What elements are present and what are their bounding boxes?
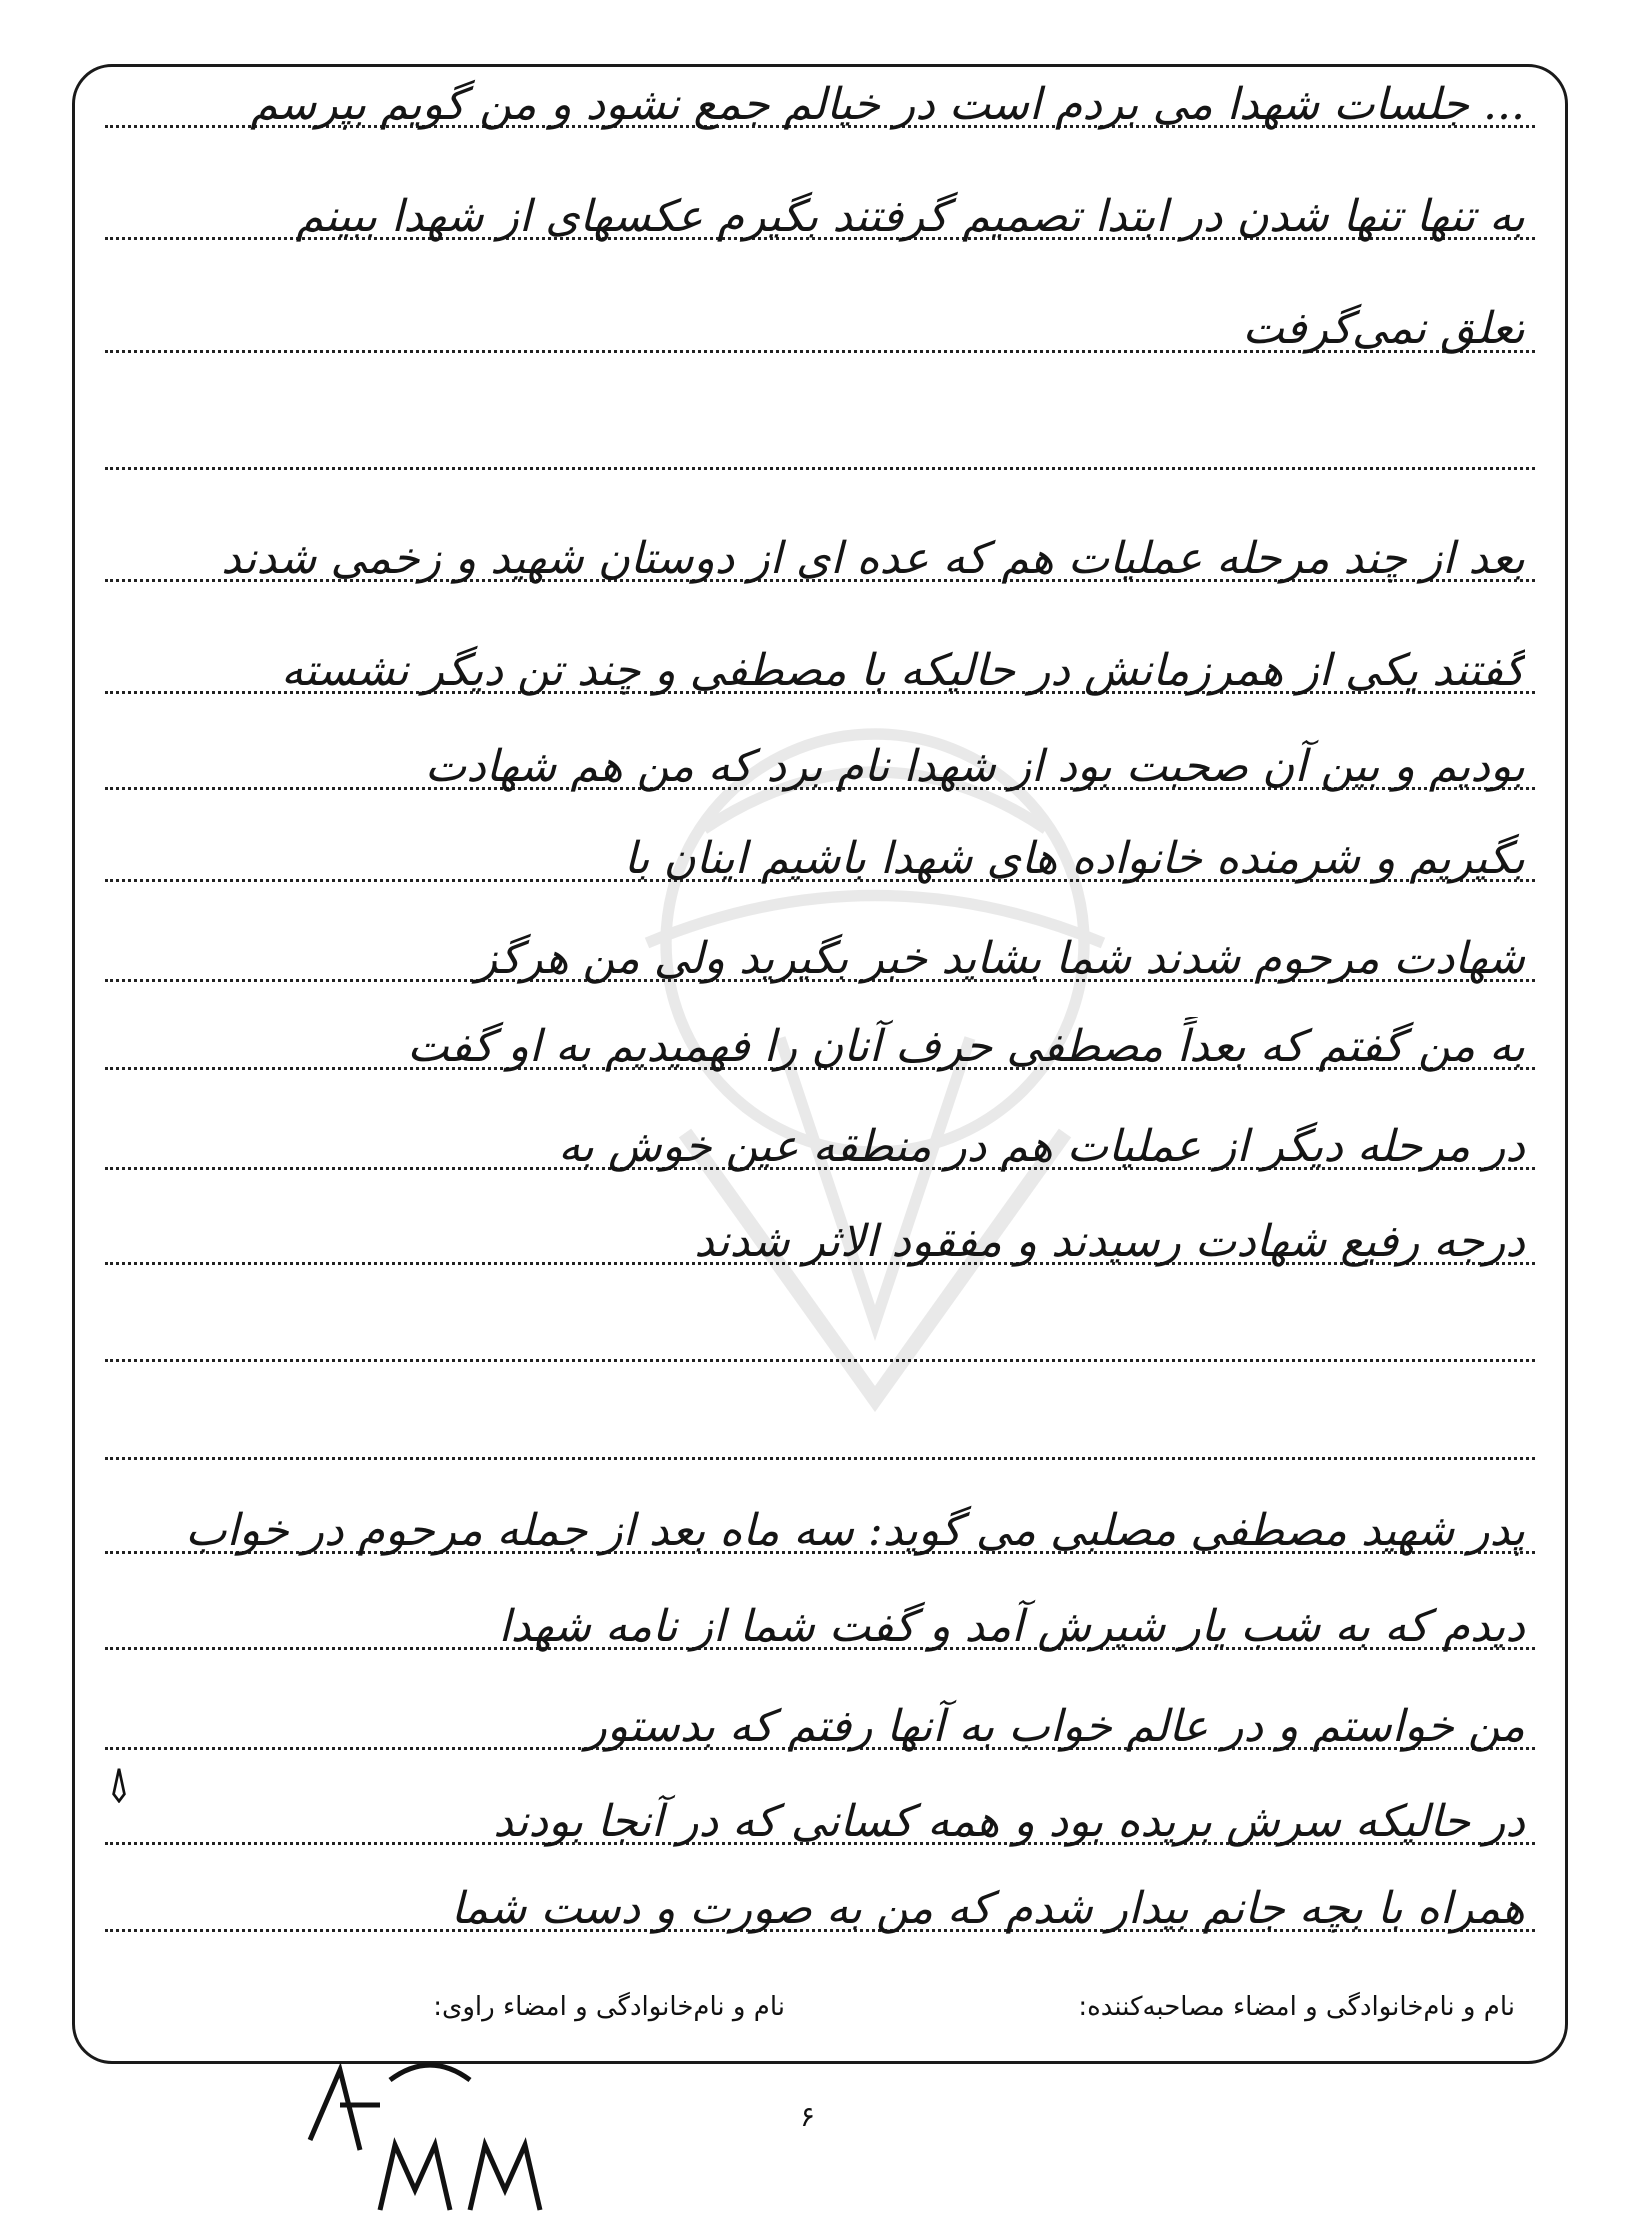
- ruled-line: [105, 1457, 1535, 1460]
- handwritten-line: تعلق نمی‌گرفت: [1242, 303, 1525, 354]
- ruled-line: [105, 1359, 1535, 1362]
- handwritten-signature: [300, 2050, 640, 2220]
- handwritten-line: به تنها تنها شدن در ابتدا تصمیم گرفتند بگیرم عکسهای از شهدا ببینم: [295, 191, 1525, 242]
- page-frame: [72, 64, 1568, 2064]
- handwritten-line: به من گفتم که بعداً مصطفی حرف آنان را فهمیدیم به او گفت: [407, 1021, 1525, 1072]
- interviewer-signature-label: نام و نام‌خانوادگی و امضاء مصاحبه‌کننده:: [1078, 1992, 1515, 2022]
- handwritten-line: دیدم که به شب یار شیرش آمد و گفت شما از نامه شهدا: [498, 1601, 1525, 1652]
- handwritten-line: شهادت مرحوم شدند شما بشاید خبر بگیرید ولی من هرگز: [475, 933, 1525, 984]
- handwritten-line: در مرحله دیگر از عملیات هم در منطقه عین خوش به: [558, 1121, 1525, 1172]
- signature-footer: [75, 1992, 1565, 2042]
- handwritten-line: درجه رفیع شهادت رسیدند و مفقود الاثر شدند: [694, 1216, 1525, 1267]
- handwritten-line: بعد از چند مرحله عملیات هم که عده ای از دوستان شهید و زخمی شدند: [221, 533, 1525, 584]
- page-number: ۶: [800, 2100, 816, 2133]
- handwritten-line: گفتند یکی از همرزمانش در حالیکه با مصطفی و چند تن دیگر نشسته: [281, 645, 1525, 696]
- handwritten-line: بودیم و بین آن صحبت بود از شهدا نام برد که من هم شهادت: [424, 741, 1525, 792]
- narrator-signature-label: نام و نام‌خانوادگی و امضاء راوی:: [433, 1992, 785, 2022]
- pen-icon: [101, 1767, 137, 1803]
- handwritten-line: بگیریم و شرمنده خانواده های شهدا باشیم اینان با: [623, 833, 1525, 884]
- handwritten-line: من خواستم و در عالم خواب به آنها رفتم که بدستور: [585, 1701, 1525, 1752]
- handwritten-line: همراه با بچه جانم بیدار شدم که من به صورت و دست شما: [450, 1883, 1525, 1934]
- handwritten-line: در حالیکه سرش بریده بود و همه کسانی که در آنجا بودند: [493, 1796, 1525, 1847]
- ruled-line: [105, 467, 1535, 470]
- handwritten-line: ... جلسات شهدا می بردم است در خیالم جمع نشود و من گویم بپرسم: [250, 79, 1525, 130]
- handwritten-line: پدر شهید مصطفی مصلبی می گوید: سه ماه بعد از جمله مرحوم در خواب: [185, 1505, 1525, 1556]
